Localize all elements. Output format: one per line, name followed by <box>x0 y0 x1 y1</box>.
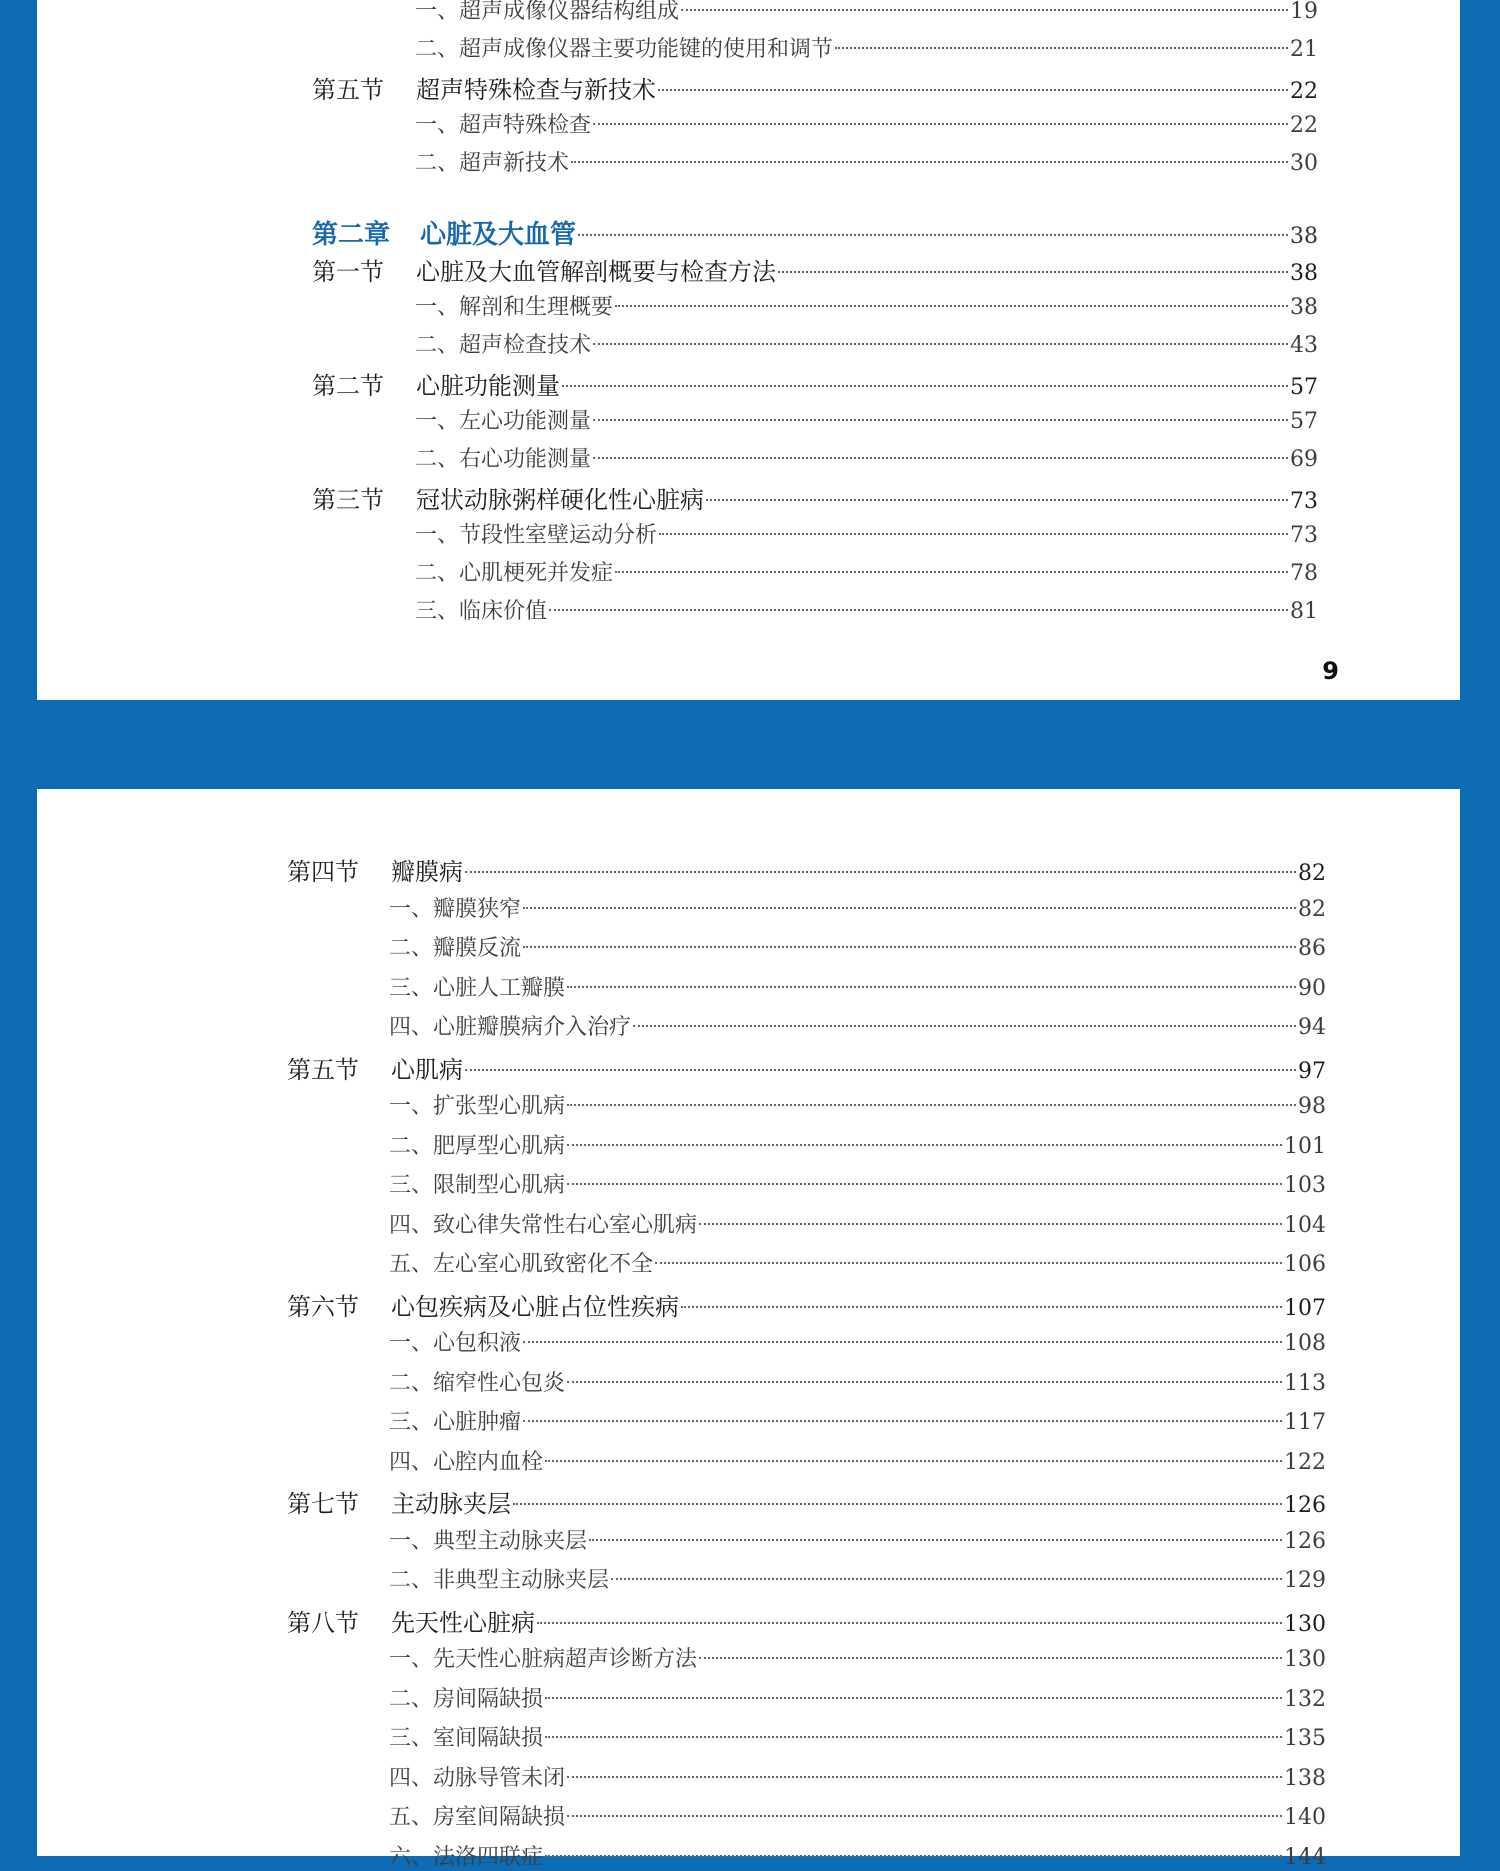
toc-page-ref: 132 <box>1284 1686 1326 1712</box>
toc-title: 二、超声成像仪器主要功能键的使用和调节 <box>415 37 834 62</box>
toc-title: 瓣膜病 <box>391 858 463 886</box>
toc-title: 一、瓣膜狭窄 <box>389 896 522 922</box>
toc-title: 四、心腔内血栓 <box>389 1449 544 1475</box>
toc-number: 第八节 <box>287 1608 359 1637</box>
toc-title: 一、典型主动脉夹层 <box>389 1528 588 1554</box>
dot-leader <box>523 1341 1282 1343</box>
toc-title: 一、解剖和生理概要 <box>415 295 614 320</box>
toc-page-ref: 126 <box>1284 1493 1326 1518</box>
dot-leader <box>523 907 1296 909</box>
toc-subsection <box>389 1129 1326 1160</box>
toc-section <box>287 1050 1326 1085</box>
toc-title: 心脏及大血管解剖概要与检查方法 <box>416 258 776 286</box>
toc-subsection <box>389 931 1326 962</box>
dot-leader <box>658 89 1288 91</box>
toc-title: 三、心脏肿瘤 <box>389 1410 522 1435</box>
dot-leader <box>593 123 1288 125</box>
toc-page-ref: 38 <box>1290 295 1318 320</box>
dot-leader <box>593 343 1288 345</box>
toc-page-ref: 22 <box>1290 79 1318 104</box>
toc-page-ref: 106 <box>1284 1252 1326 1277</box>
toc-page-ref: 140 <box>1284 1805 1326 1830</box>
toc-page-ref: 86 <box>1298 936 1326 961</box>
toc-subsection <box>389 971 1326 1002</box>
toc-page-top <box>37 0 1460 700</box>
toc-subsection <box>389 1761 1326 1792</box>
toc-title: 冠状动脉粥样硬化性心脏病 <box>416 486 704 514</box>
toc-title: 三、限制型心肌病 <box>389 1173 566 1198</box>
toc-number: 第一节 <box>312 258 384 286</box>
dot-leader <box>562 385 1288 387</box>
toc-title: 二、肥厚型心肌病 <box>389 1133 566 1159</box>
toc-section <box>287 1484 1326 1519</box>
toc-number: 第二章 <box>312 220 391 250</box>
toc-number: 第五节 <box>312 76 384 104</box>
toc-subsection <box>389 1247 1326 1278</box>
dot-leader <box>523 946 1296 948</box>
toc-subsection <box>389 1721 1326 1752</box>
dot-leader <box>699 1657 1282 1659</box>
dot-leader <box>835 47 1288 49</box>
toc-section <box>312 480 1318 515</box>
toc-subsection <box>389 1366 1326 1397</box>
toc-page-ref: 122 <box>1284 1449 1326 1475</box>
toc-number: 第七节 <box>287 1490 359 1518</box>
toc-subsection <box>415 328 1318 359</box>
toc-title: 六、法洛四联症 <box>389 1844 544 1870</box>
toc-title: 四、心脏瓣膜病介入治疗 <box>389 1015 632 1040</box>
dot-leader <box>567 1815 1282 1817</box>
toc-section <box>287 852 1326 887</box>
dot-leader <box>549 609 1288 611</box>
toc-title: 心脏功能测量 <box>416 372 560 400</box>
dot-leader <box>571 161 1288 163</box>
toc-section <box>287 1603 1326 1638</box>
toc-chapter <box>312 214 1318 251</box>
page-number: 9 <box>1322 657 1339 685</box>
toc-page-ref: 101 <box>1284 1133 1326 1159</box>
toc-page-ref: 117 <box>1284 1410 1326 1435</box>
toc-section <box>312 252 1318 287</box>
toc-title: 五、左心室心肌致密化不全 <box>389 1252 654 1277</box>
dot-leader <box>593 457 1288 459</box>
dot-leader <box>537 1622 1282 1624</box>
toc-title: 一、超声特殊检查 <box>415 113 592 138</box>
dot-leader <box>567 1183 1282 1185</box>
dot-leader <box>513 1503 1282 1505</box>
toc-title: 二、缩窄性心包炎 <box>389 1370 566 1396</box>
toc-page-ref: 43 <box>1290 333 1318 358</box>
dot-leader <box>567 1144 1282 1146</box>
toc-page-ref: 144 <box>1284 1844 1326 1870</box>
toc-page-ref: 130 <box>1284 1647 1326 1672</box>
toc-section <box>312 366 1318 401</box>
toc-subsection <box>389 1405 1326 1436</box>
toc-page-ref: 73 <box>1290 523 1318 548</box>
toc-subsection <box>389 1010 1326 1041</box>
toc-page-ref: 129 <box>1284 1568 1326 1593</box>
dot-leader <box>567 986 1296 988</box>
toc-title: 心脏及大血管 <box>420 220 577 250</box>
toc-number: 第三节 <box>312 486 384 514</box>
toc-page-bottom <box>37 789 1460 1870</box>
toc-page-ref: 69 <box>1290 447 1318 472</box>
dot-leader <box>611 1578 1282 1580</box>
toc-subsection <box>415 442 1318 473</box>
toc-page-ref: 73 <box>1290 489 1318 514</box>
toc-page-ref: 82 <box>1298 861 1326 886</box>
toc-subsection <box>415 0 1318 25</box>
toc-title: 心肌病 <box>391 1055 463 1084</box>
toc-page-ref: 104 <box>1284 1212 1326 1238</box>
toc-subsection <box>415 556 1318 587</box>
toc-subsection <box>389 1682 1326 1713</box>
dot-leader <box>681 1306 1282 1308</box>
toc-subsection <box>389 892 1326 923</box>
toc-title: 三、临床价值 <box>415 599 548 624</box>
toc-subsection <box>389 1563 1326 1594</box>
dot-leader <box>545 1855 1282 1857</box>
toc-page-ref: 19 <box>1290 0 1318 24</box>
toc-page-ref: 22 <box>1290 113 1318 138</box>
dot-leader <box>545 1460 1282 1462</box>
dot-leader <box>778 271 1288 273</box>
toc-subsection <box>389 1445 1326 1476</box>
toc-title: 一、扩张型心肌病 <box>389 1094 566 1119</box>
dot-leader <box>699 1223 1282 1225</box>
toc-page-ref: 113 <box>1284 1370 1326 1396</box>
toc-subsection <box>389 1800 1326 1831</box>
toc-title: 一、左心功能测量 <box>415 409 592 434</box>
dot-leader <box>465 1069 1296 1071</box>
dot-leader <box>681 9 1288 11</box>
dot-leader <box>545 1697 1282 1699</box>
toc-subsection <box>389 1326 1326 1357</box>
dot-leader <box>633 1025 1296 1027</box>
toc-subsection <box>389 1208 1326 1239</box>
toc-title: 三、心脏人工瓣膜 <box>389 975 566 1001</box>
toc-title: 一、心包积液 <box>389 1331 522 1356</box>
toc-page-ref: 38 <box>1290 224 1318 249</box>
toc-page-ref: 57 <box>1290 375 1318 400</box>
toc-subsection <box>389 1524 1326 1555</box>
toc-title: 二、超声检查技术 <box>415 333 592 358</box>
toc-title: 超声特殊检查与新技术 <box>416 76 656 104</box>
toc-title: 一、先天性心脏病超声诊断方法 <box>389 1647 698 1672</box>
dot-leader <box>567 1776 1282 1778</box>
toc-page-ref: 138 <box>1284 1765 1326 1791</box>
toc-subsection <box>415 146 1318 177</box>
toc-page-ref: 103 <box>1284 1173 1326 1198</box>
dot-leader <box>567 1381 1282 1383</box>
toc-page-ref: 81 <box>1290 599 1318 624</box>
toc-page-ref: 30 <box>1290 151 1318 176</box>
toc-number: 第二节 <box>312 372 384 400</box>
toc-page-ref: 78 <box>1290 561 1318 586</box>
dot-leader <box>659 533 1288 535</box>
toc-page-ref: 98 <box>1298 1094 1326 1119</box>
toc-title: 二、非典型主动脉夹层 <box>389 1568 610 1593</box>
toc-subsection <box>389 1642 1326 1673</box>
toc-title: 四、动脉导管未闭 <box>389 1765 566 1791</box>
toc-page-ref: 38 <box>1290 261 1318 286</box>
toc-title: 二、右心功能测量 <box>415 447 592 472</box>
dot-leader <box>465 871 1296 873</box>
dot-leader <box>545 1736 1282 1738</box>
toc-number: 第五节 <box>287 1055 359 1084</box>
toc-subsection <box>415 404 1318 435</box>
toc-title: 二、房间隔缺损 <box>389 1686 544 1712</box>
dot-leader <box>523 1420 1282 1422</box>
toc-subsection <box>415 32 1318 63</box>
dot-leader <box>615 571 1288 573</box>
toc-page-ref: 82 <box>1298 896 1326 922</box>
toc-page-ref: 90 <box>1298 975 1326 1001</box>
dot-leader <box>567 1104 1296 1106</box>
dot-leader <box>589 1539 1282 1541</box>
dot-leader <box>615 305 1288 307</box>
toc-title: 一、节段性室壁运动分析 <box>415 523 658 548</box>
toc-subsection <box>389 1168 1326 1199</box>
toc-page-ref: 94 <box>1298 1015 1326 1040</box>
toc-page-ref: 130 <box>1284 1611 1326 1637</box>
toc-number: 第四节 <box>287 858 359 886</box>
toc-title: 一、超声成像仪器结构组成 <box>415 0 680 24</box>
toc-subsection <box>415 594 1318 625</box>
toc-title: 二、心肌梗死并发症 <box>415 561 614 586</box>
toc-subsection <box>415 108 1318 139</box>
toc-title: 二、瓣膜反流 <box>389 936 522 961</box>
toc-page-ref: 107 <box>1284 1295 1326 1321</box>
toc-number: 第六节 <box>287 1292 359 1321</box>
toc-subsection <box>389 1089 1326 1120</box>
toc-subsection <box>389 1840 1326 1871</box>
toc-page-ref: 126 <box>1284 1528 1326 1554</box>
toc-title: 心包疾病及心脏占位性疾病 <box>391 1292 679 1321</box>
toc-title: 主动脉夹层 <box>391 1490 511 1518</box>
toc-subsection <box>415 290 1318 321</box>
toc-page-ref: 21 <box>1290 37 1318 62</box>
toc-subsection <box>415 518 1318 549</box>
dot-leader <box>593 419 1288 421</box>
toc-section <box>312 70 1318 105</box>
toc-section <box>287 1287 1326 1322</box>
toc-page-ref: 57 <box>1290 409 1318 434</box>
toc-title: 四、致心律失常性右心室心肌病 <box>389 1212 698 1238</box>
toc-page-ref: 135 <box>1284 1726 1326 1751</box>
toc-title: 三、室间隔缺损 <box>389 1726 544 1751</box>
toc-title: 先天性心脏病 <box>391 1608 535 1637</box>
toc-page-ref: 97 <box>1298 1058 1326 1084</box>
toc-page-ref: 108 <box>1284 1331 1326 1356</box>
dot-leader <box>655 1262 1282 1264</box>
toc-title: 五、房室间隔缺损 <box>389 1805 566 1830</box>
dot-leader <box>706 499 1288 501</box>
toc-title: 二、超声新技术 <box>415 151 570 176</box>
dot-leader <box>578 234 1288 236</box>
